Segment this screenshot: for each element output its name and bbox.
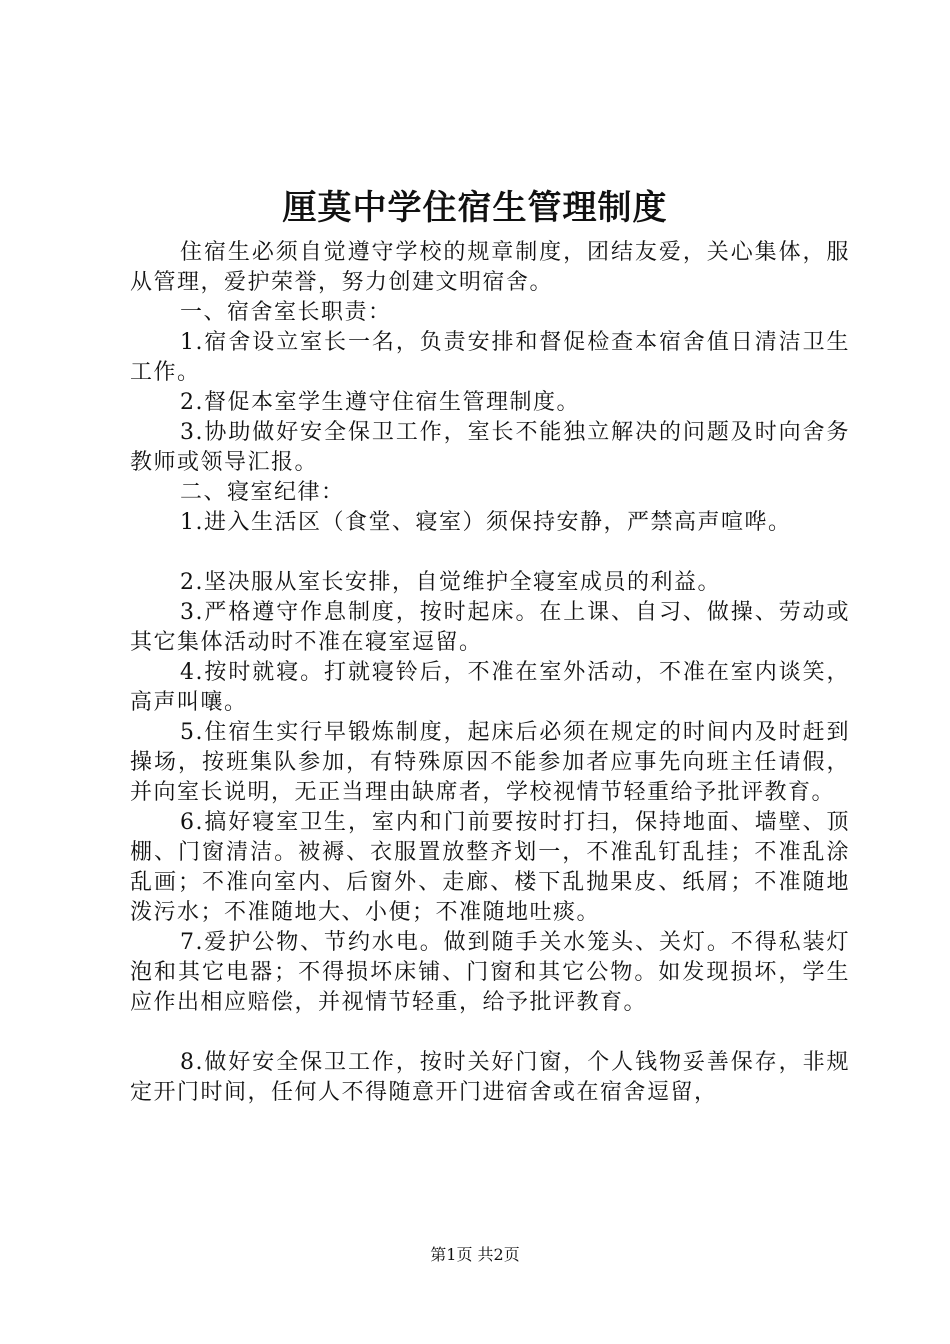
document-body: [130, 238, 850, 1108]
paragraph-discipline-2: 2.坚决服从室长安排，自觉维护全寝室成员的利益。: [180, 570, 721, 595]
paragraph-intro: 住宿生必须自觉遵守学校的规章制度，团结友爱，关心集体，服从管理，爱护荣誉，努力创建文明宿舍。: [130, 240, 850, 295]
paragraph-discipline-3: 3.严格遵守作息制度，按时起床。在上课、自习、做操、劳动或其它集体活动时不准在寝室逗留。: [130, 600, 850, 655]
paragraph-discipline-4: 4.按时就寝。打就寝铃后，不准在室外活动，不准在室内谈笑，高声叫嚷。: [130, 660, 850, 715]
paragraph-discipline-1: 1.进入生活区（食堂、寝室）须保持安静，严禁高声喧哗。: [180, 510, 792, 535]
page-footer: 第1页 共2页: [430, 1245, 520, 1264]
paragraph-discipline-7: 7.爱护公物、节约水电。做到随手关水笼头、关灯。不得私装灯泡和其它电器；不得损坏床铺、门窗和其它公物。如发现损坏，学生应作出相应赔偿，并视情节轻重，给予批评教育。: [130, 930, 850, 1015]
section-heading-leader-duties: 一、宿舍室长职责：: [180, 300, 392, 325]
paragraph-leader-duty-3: 3.协助做好安全保卫工作，室长不能独立解决的问题及时向舍务教师或领导汇报。: [130, 420, 850, 475]
paragraph-leader-duty-1: 1.宿舍设立室长一名，负责安排和督促检查本宿舍值日清洁卫生工作。: [130, 330, 850, 385]
paragraph-leader-duty-2: 2.督促本室学生遵守住宿生管理制度。: [180, 390, 580, 415]
section-heading-discipline: 二、寝室纪律：: [180, 480, 345, 505]
document-title: 厘莫中学住宿生管理制度: [282, 188, 668, 228]
paragraph-discipline-5: 5.住宿生实行早锻炼制度，起床后必须在规定的时间内及时赶到操场，按班集队参加，有特殊原因不能参加者应事先向班主任请假，并向室长说明，无正当理由缺席者，学校视情节轻重给予批评教育。: [130, 720, 850, 805]
paragraph-discipline-6: 6.搞好寝室卫生，室内和门前要按时打扫，保持地面、墙壁、顶棚、门窗清洁。被褥、衣服置放整齐划一，不准乱钉乱挂；不准乱涂乱画；不准向室内、后窗外、走廊、楼下乱抛果皮、纸屑；不准随地泼污水；不准随地大、小便；不准随地吐痰。: [130, 810, 850, 925]
paragraph-discipline-8: 8.做好安全保卫工作，按时关好门窗，个人钱物妥善保存，非规定开门时间，任何人不得随意开门进宿舍或在宿舍逗留，: [130, 1050, 850, 1105]
